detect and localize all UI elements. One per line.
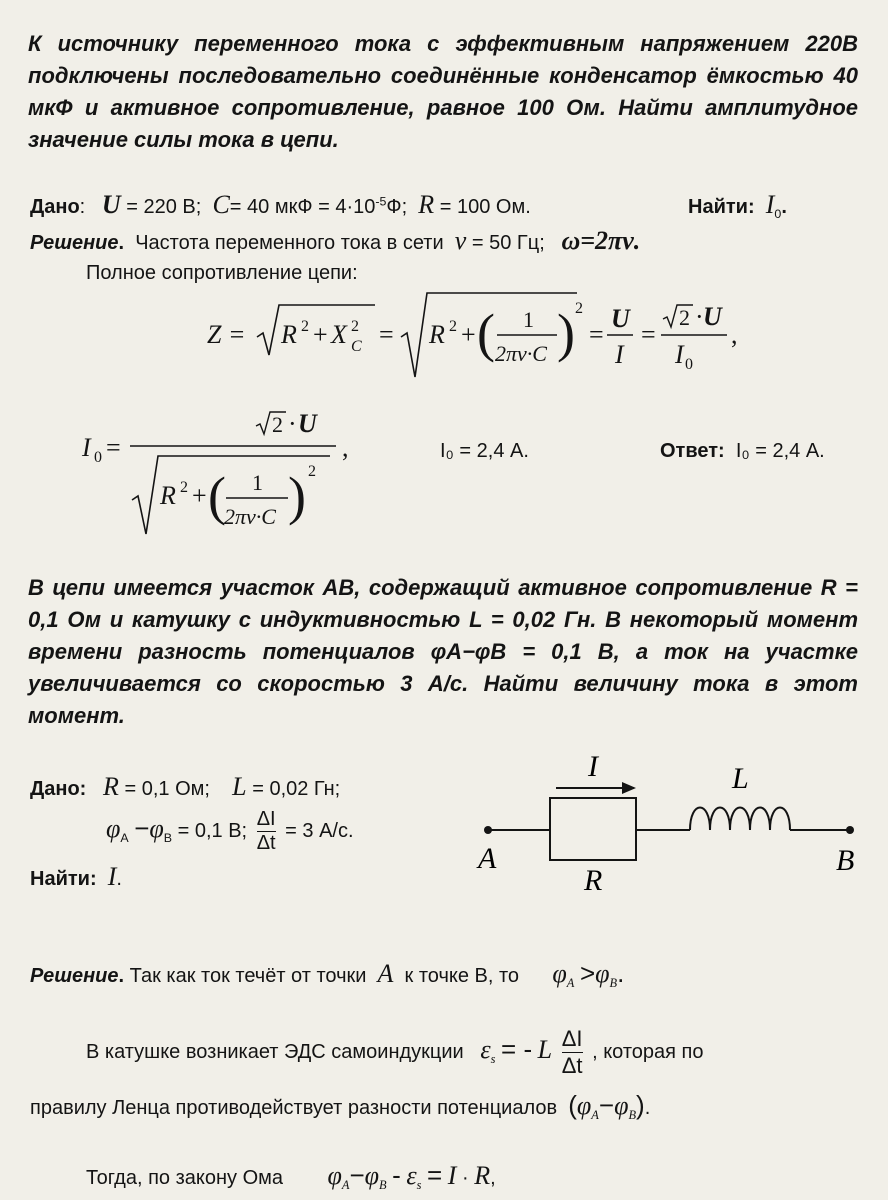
svg-text:2: 2 [272, 412, 283, 437]
svg-text:R: R [281, 320, 297, 349]
label-r: R [584, 864, 603, 897]
svg-text:2: 2 [351, 318, 359, 335]
ohm-line: Тогда, по закону Ома $\varphi_A-\varphi_B - \varepsilon_s = I \cdot R$, [86, 1160, 496, 1192]
svg-text:2: 2 [679, 305, 690, 330]
node-a [484, 826, 492, 834]
problem2-given-2: $\varphi_A -\varphi_B = 0,1$ В; $\frac{\Delta I}{\Delta t}$ = 3 А/с. [106, 808, 354, 854]
svg-text:U: U [298, 409, 317, 438]
impedance-formula [205, 285, 745, 381]
svg-text:(: ( [477, 303, 495, 363]
problem1-solution: Решение. Частота переменного тока в сети ν = 50 Гц; ω=2πν. [30, 226, 641, 255]
svg-text:1: 1 [523, 307, 534, 332]
inductor-coil [690, 808, 790, 831]
problem2-statement: В цепи имеется участок АВ, содержащий активное сопротивление R = 0,1 Ом и катушку с индуктивностью L = 0,02 Гн. В некоторый момент времени разность потенциалов φA−φB = 0,1 В, а ток на участке увеличивается со скоростью 3 А/с. Найти величину тока в этот момент. [28, 575, 858, 728]
svg-text:I: I [82, 433, 91, 462]
svg-text:R: R [160, 481, 176, 510]
svg-text:X: X [331, 320, 347, 349]
svg-text:=: = [641, 320, 656, 349]
current-formula [80, 400, 380, 540]
problem1-find: Найти: $I_0$. [688, 190, 787, 221]
svg-text:2: 2 [449, 318, 457, 335]
svg-text:=: = [589, 320, 604, 349]
problem2-find: Найти: I. [30, 862, 122, 891]
label-i: I [588, 750, 598, 783]
svg-text:,: , [342, 433, 349, 462]
svg-text:2πν·C: 2πν·C [495, 341, 547, 366]
svg-text:0: 0 [94, 449, 102, 466]
svg-text:C: C [351, 338, 362, 355]
svg-text:2: 2 [180, 479, 188, 496]
problem1-answer: Ответ: I₀ = 2,4 А. [660, 440, 825, 462]
svg-text:1: 1 [252, 470, 263, 495]
svg-text:+: + [313, 320, 328, 349]
svg-text:0: 0 [685, 356, 693, 373]
problem1-result: I₀ = 2,4 А. [440, 440, 529, 462]
impedance-label: Полное сопротивление цепи: [86, 262, 358, 284]
problem1-statement: К источнику переменного тока с эффективным напряжением 220В подключены последовательно соединённые конденсатор ёмкостью 40 мкФ и активное сопротивление, равное 100 Ом. Найти амплитудное значение силы тока в цепи. [28, 31, 858, 152]
svg-text:=: = [379, 320, 394, 349]
label-b: B [836, 844, 855, 877]
svg-text:I: I [675, 340, 684, 369]
svg-text:2: 2 [301, 318, 309, 335]
svg-text:2: 2 [308, 463, 316, 480]
svg-text:·: · [288, 409, 297, 438]
label-a: A [478, 842, 497, 875]
svg-text:+: + [192, 481, 207, 510]
svg-text:2: 2 [575, 300, 583, 317]
problem1-given: Дано: U = 220 В; C= 40 мкФ = $4\cdot 10^{-5}Ф$; R = 100 Ом. [30, 190, 531, 219]
problem2-given: Дано: R = 0,1 Ом; L = 0,02 Гн; [30, 772, 341, 801]
resistor [550, 798, 636, 860]
circuit-diagram [470, 750, 870, 900]
svg-text:=: = [106, 433, 121, 462]
emf-line: В катушке возникает ЭДС самоиндукции $\varepsilon_s$ = - L $\frac{\Delta I}{\Delta t}$ , которая по [86, 1026, 704, 1078]
svg-text:U: U [611, 304, 630, 333]
node-b [846, 826, 854, 834]
problem2-solution: Решение. Так как ток течёт от точки A к точке В, то $\varphi_A >\varphi_B$. [30, 958, 625, 990]
svg-text:U: U [703, 302, 722, 331]
svg-text:2πν·C: 2πν·C [224, 504, 276, 529]
svg-text:,: , [731, 320, 738, 349]
lenz-line: правилу Ленца противодействует разности потенциалов $(\varphi_A-\varphi_B)$. [30, 1090, 651, 1122]
svg-text:): ) [557, 303, 575, 363]
svg-text:(: ( [208, 466, 226, 526]
svg-text:): ) [288, 466, 306, 526]
svg-text:Z =: Z = [207, 320, 246, 349]
arrow-head [622, 782, 636, 794]
svg-text:+: + [461, 320, 476, 349]
svg-text:R: R [429, 320, 445, 349]
svg-text:·: · [695, 302, 704, 331]
label-l: L [732, 762, 749, 795]
svg-text:I: I [615, 340, 624, 369]
